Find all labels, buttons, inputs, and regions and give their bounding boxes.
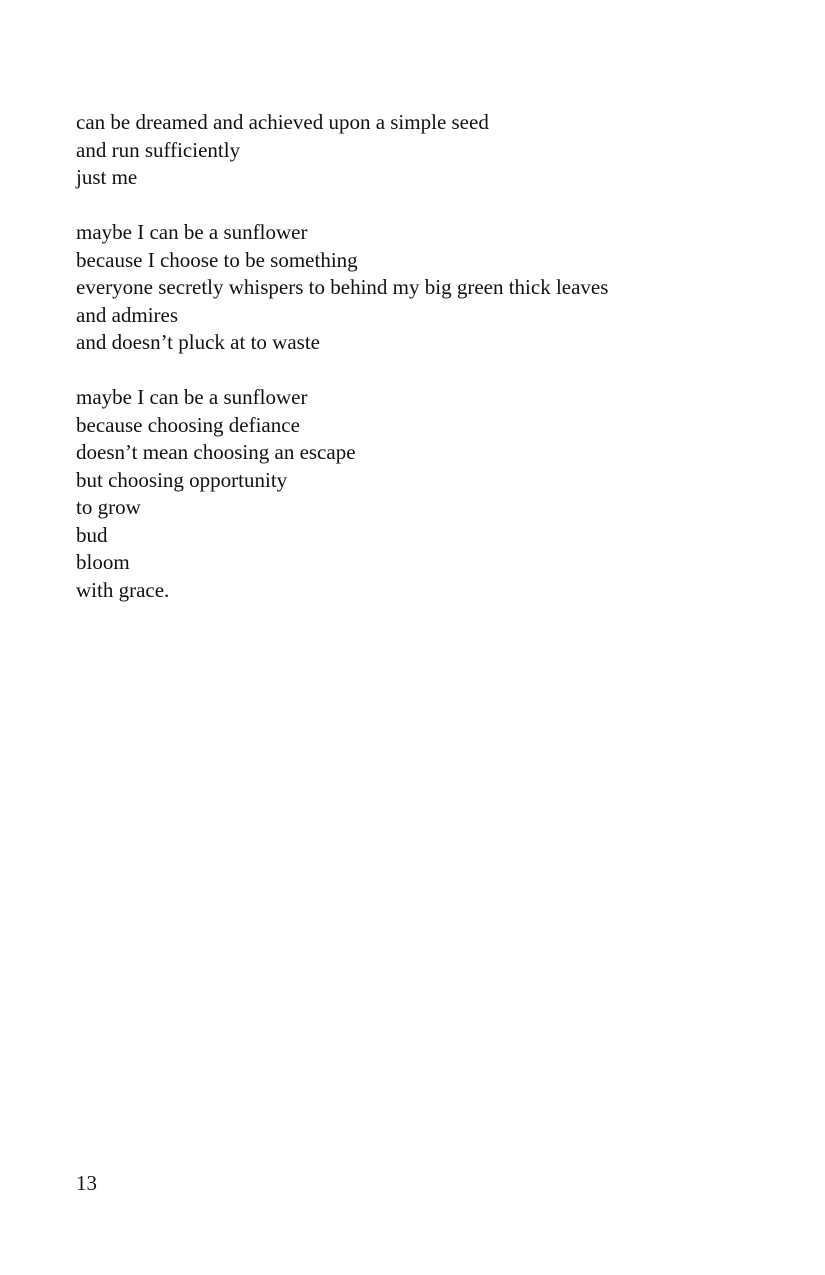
- poem-body: [76, 109, 776, 632]
- poem-line: doesn’t mean choosing an escape: [76, 440, 356, 464]
- poem-line: to grow: [76, 495, 141, 519]
- poem-line: and doesn’t pluck at to waste: [76, 330, 320, 354]
- poem-line: just me: [76, 165, 138, 189]
- page-number: 13: [76, 1171, 97, 1195]
- stanza-1: [76, 109, 776, 192]
- stanza-2: [76, 219, 776, 357]
- poem-line: maybe I can be a sunflower: [76, 385, 308, 409]
- poem-line: but choosing opportunity: [76, 467, 288, 492]
- poem-line: because choosing defiance: [76, 412, 300, 437]
- poem-line: bud: [76, 522, 108, 547]
- poem-line: and run sufficiently: [76, 137, 241, 162]
- poem-line: bloom: [76, 550, 130, 574]
- poem-line: everyone secretly whispers to behind my big green thick leaves: [76, 275, 609, 299]
- poem-line: can be dreamed and achieved upon a simple seed: [76, 110, 489, 134]
- stanza-3: [76, 384, 776, 604]
- poem-line: because I choose to be something: [76, 247, 358, 272]
- poem-line: maybe I can be a sunflower: [76, 220, 308, 244]
- poem-line: with grace.: [76, 577, 170, 602]
- poem-line: and admires: [76, 302, 179, 327]
